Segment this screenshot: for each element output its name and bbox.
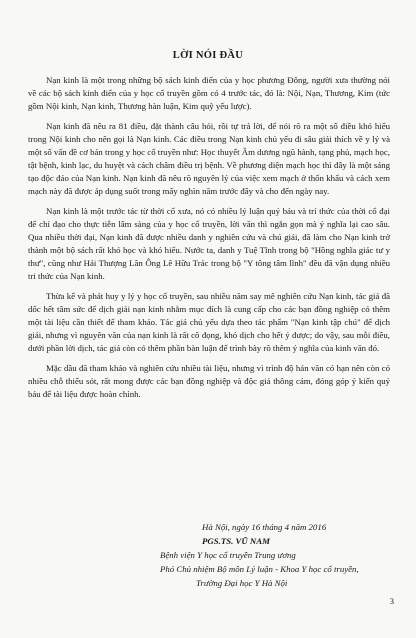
- page-title: LỜI NÓI ĐẦU: [172, 50, 244, 61]
- signature-affiliation-2: Phó Chủ nhiệm Bộ môn Lý luận - Khoa Y học cổ truyền,: [160, 564, 359, 574]
- paragraph-1: Nạn kinh là một trong những bộ sách kinh điển của y học phương Đông, người xưa thường nói về các bộ sách kinh điển của y học cổ truyền gồm có 4 trước tác, đó là: Nội, Nạn, Thương, Kim (tức gồm Nội kinh, Nạn kinh, Thương hàn luận, Kim quỹ yếu lược).: [28, 75, 390, 111]
- signature-block: [160, 520, 410, 590]
- paragraph-2: Nạn kinh đã nêu ra 81 điều, đặt thành câu hỏi, rồi tự trả lời, để nói rõ ra một số điều khó hiểu trong Nội kinh cho nên gọi là Nạn kinh. Các điều trong Nạn kinh chủ yếu đi sâu giải thích về y lý và một số vấn đề cơ bản trong y học cổ truyền như: Học thuyết Âm dương ngũ hành, tạng phủ, mạch học, tật bệnh, kinh lạc, du huyệt và cách châm điều trị bệnh. Về phương diện mạch học thì đây là một sáng tạo độc đáo của Nạn kinh. Nạn kinh đã nêu rõ nguyên lý của việc xem mạch ở thốn khẩu và cách xem mạch này đã được áp dụng suốt trong mấy nghìn năm trước đây và cho đến ngày nay.: [28, 121, 390, 196]
- paragraph-5: Mặc dầu đã tham khảo và nghiên cứu nhiều tài liệu, nhưng vì trình độ hán văn có hạn nên còn có nhiều chỗ thiếu sót, rất mong được các bạn đồng nghiệp và độc giả thông cảm, đóng góp ý kiến quý báu để tài liệu được hoàn chỉnh.: [28, 363, 390, 399]
- preface-body: [28, 74, 390, 408]
- signature-name: PGS.TS. VŨ NAM: [202, 536, 270, 546]
- signature-affiliation-1: Bệnh viện Y học cổ truyền Trung ương: [160, 550, 296, 560]
- signature-date: Hà Nội, ngày 16 tháng 4 năm 2016: [202, 522, 327, 532]
- paragraph-3: Nạn kinh là một trước tác từ thời cổ xưa, nó có nhiều lý luận quý báu và trí thức của thời cổ đại để chỉ đạo cho thực tiễn lâm sàng của y học cổ truyền, lời văn thì ngắn gọn mà ý nghĩa lại cao sâu. Qua nhiều thời đại, Nạn kinh đã được nhiều danh y nghiên cứu và chú giải, đã làm cho Nạn kinh trở thành một bộ sách rất khó học và khó hiểu. Nước ta, danh y Tuệ Tĩnh trong bộ "Hồng nghĩa giác tư y thư", cũng như Hải Thượng Lãn Ông Lê Hữu Trác trong bộ "Y tông tâm lĩnh" đều đã vận dụng nhiều tri thức của Nạn kinh.: [28, 206, 390, 281]
- page-number: 3: [389, 596, 394, 606]
- paragraph-4: Thừa kế và phát huy y lý y học cổ truyền, sau nhiều năm say mê nghiên cứu Nạn kinh, tác giả đã dốc hết tâm sức để dịch giải nạn kinh nhằm mục đích là cung cấp cho các bạn đồng nghiệp có thêm một tài liệu cần thiết để tham khảo. Tác giả chủ yếu dựa theo tác phẩm "Nạn kinh tập chú" để dịch giải, nhưng vì nguyên văn của nạn kinh là rất cô đọng, khó dịch cho hết ý được; do vậy, sau mỗi điều, dưới phần lời dịch, tác giả còn có thêm phần bàn luận để trình bày rõ thêm ý nghĩa của kinh văn đó.: [28, 291, 390, 353]
- signature-affiliation-3: Trường Đại học Y Hà Nội: [196, 578, 288, 588]
